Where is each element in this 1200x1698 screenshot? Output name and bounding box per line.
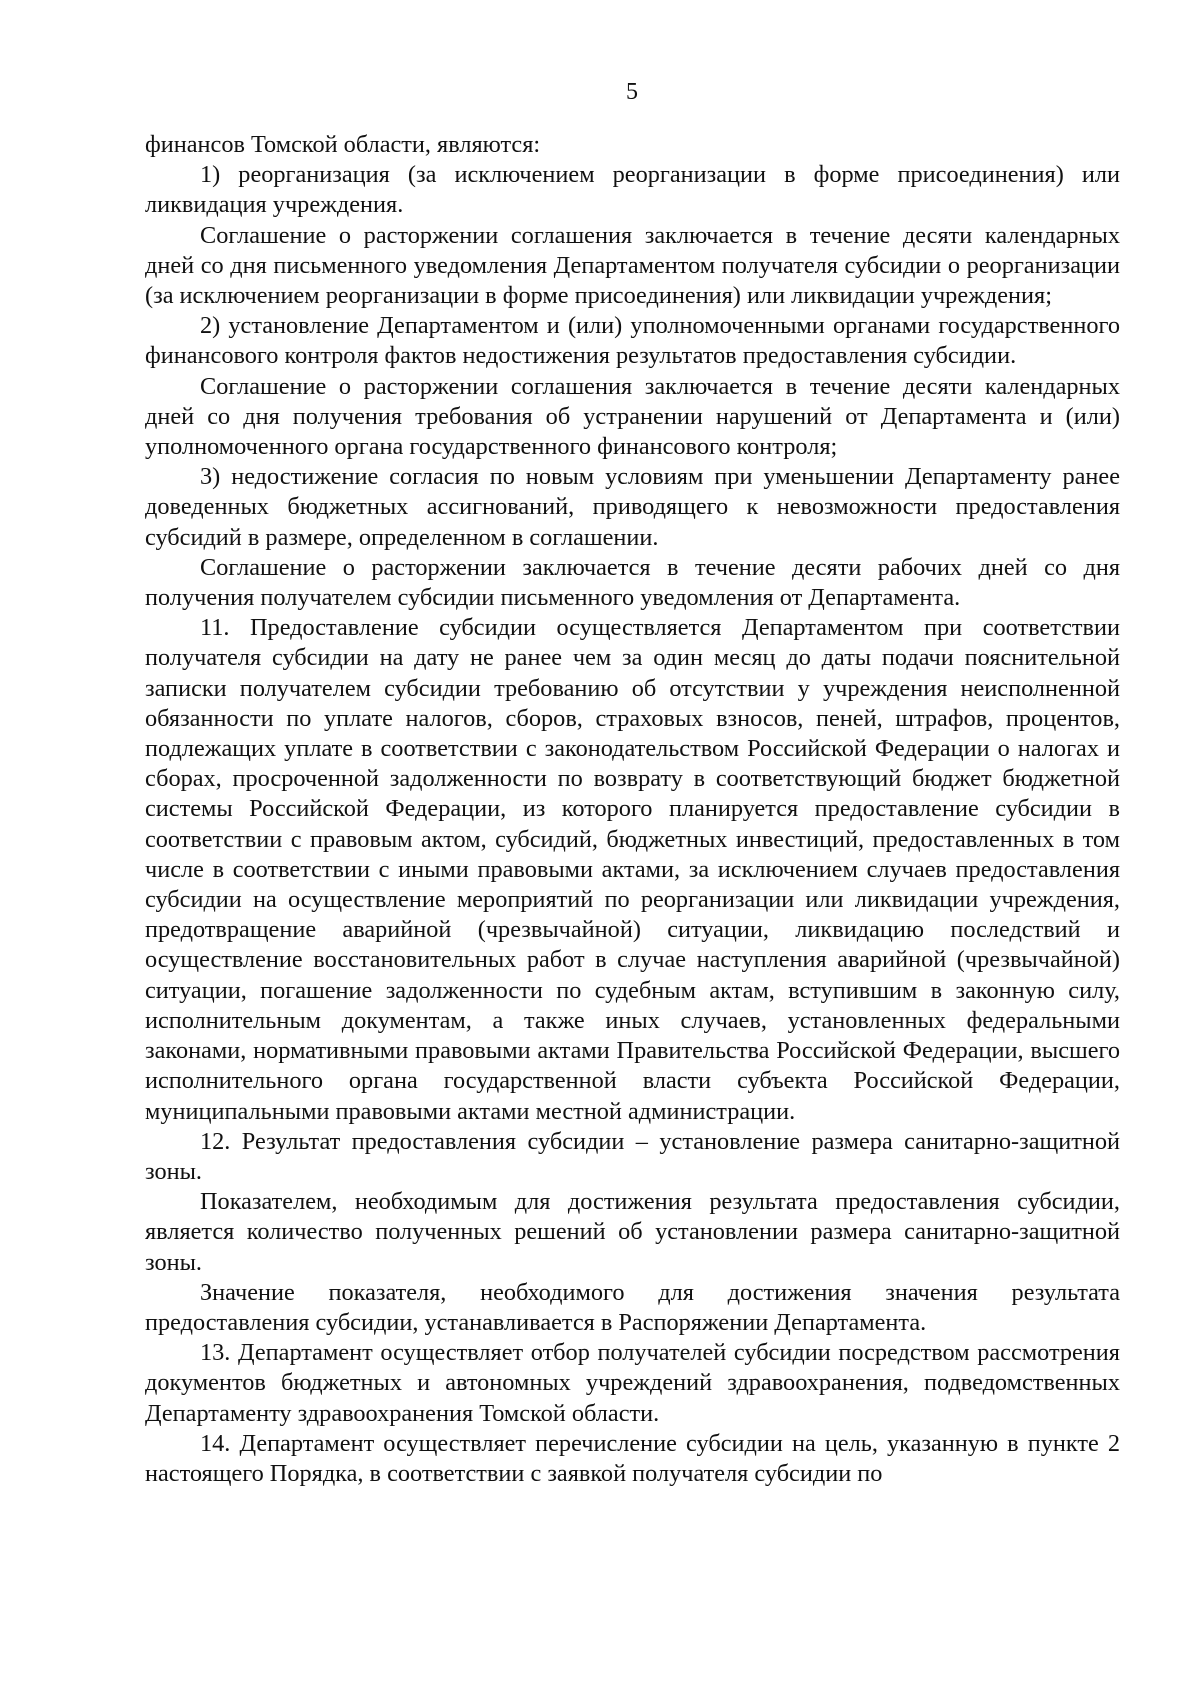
paragraph-section-14: 14. Департамент осуществляет перечисление субсидии на цель, указанную в пункте 2 настоящего Порядка, в соответствии с заявкой получателя субсидии по	[145, 1429, 1120, 1487]
paragraph-section-13: 13. Департамент осуществляет отбор получателей субсидии посредством рассмотрения документов бюджетных и автономных учреждений здравоохранения, подведомственных Департаменту здравоохранения Томской области.	[145, 1339, 1120, 1427]
paragraph-agreement-termination-3: Соглашение о расторжении заключается в течение десяти рабочих дней со дня получения получателем субсидии письменного уведомления от Департамента.	[145, 553, 1120, 612]
paragraph-item-2: 2) установление Департаментом и (или) уполномоченными органами государственного финансового контроля фактов недостижения результатов предоставления субсидии.	[145, 312, 1120, 370]
paragraph-agreement-termination-1: Соглашение о расторжении соглашения заключается в течение десяти календарных дней со дня письменного уведомления Департаментом получателя субсидии о реорганизации (за исключением реорганизации в форме присоединения) или ликвидации учреждения;	[145, 221, 1120, 310]
paragraph-section-11: 11. Предоставление субсидии осуществляется Департаментом при соответствии получателя субсидии на дату не ранее чем за один месяц до даты подачи пояснительной записки получателем субсидии требованию об отсутствии у учреждения неисполненной обязанности по уплате налогов, сборов, страховых взносов, пеней, штрафов, процентов, подлежащих уплате в соответствии с законодательством Российской Федерации о налогах и сборах, просроченной задолженности по возврату в соответствующий бюджет бюджетной системы Российской Федерации, из которого планируется предоставление субсидии в соответствии с правовым актом, субсидий, бюджетных инвестиций, предоставленных в том числе в соответствии с иными правовыми актами, за исключением случаев предоставления субсидии на осуществление мероприятий по реорганизации или ликвидации учреждения, предотвращение аварийной (чрезвычайной) ситуации, ликвидацию последствий и осуществление восстановительных работ в случае наступления аварийной (чрезвычайной) ситуации, погашение задолженности по судебным актам, вступившим в законную силу, исполнительным документам, а также иных случаев, установленных федеральными законами, нормативными правовыми актами Правительства Российской Федерации, высшего исполнительного органа государственной власти субъекта Российской Федерации, муниципальными правовыми актами местной администрации.	[145, 614, 1120, 1125]
paragraph-item-3: 3) недостижение согласия по новым условиям при уменьшении Департаменту ранее доведенных бюджетных ассигнований, приводящего к невозможности предоставления субсидий в размере, определенном в соглашении.	[145, 463, 1120, 551]
paragraph-indicator-value: Значение показателя, необходимого для достижения значения результата предоставления субсидии, устанавливается в Распоряжении Департамента.	[145, 1278, 1120, 1336]
paragraph-item-1: 1) реорганизация (за исключением реорганизации в форме присоединения) или ликвидация учреждения.	[145, 161, 1120, 219]
page-number: 5	[626, 79, 638, 105]
paragraph-indicator: Показателем, необходимым для достижения результата предоставления субсидии, является количество полученных решений об установлении размера санитарно-защитной зоны.	[145, 1188, 1120, 1276]
paragraph-section-12: 12. Результат предоставления субсидии – установление размера санитарно-защитной зоны.	[145, 1127, 1120, 1185]
document-body	[145, 130, 1120, 1489]
paragraph-continuation: финансов Томской области, являются:	[145, 131, 541, 158]
paragraph-agreement-termination-2: Соглашение о расторжении соглашения заключается в течение десяти календарных дней со дня получения требования об устранении нарушений от Департамента и (или) уполномоченного органа государственного финансового контроля;	[145, 372, 1120, 461]
